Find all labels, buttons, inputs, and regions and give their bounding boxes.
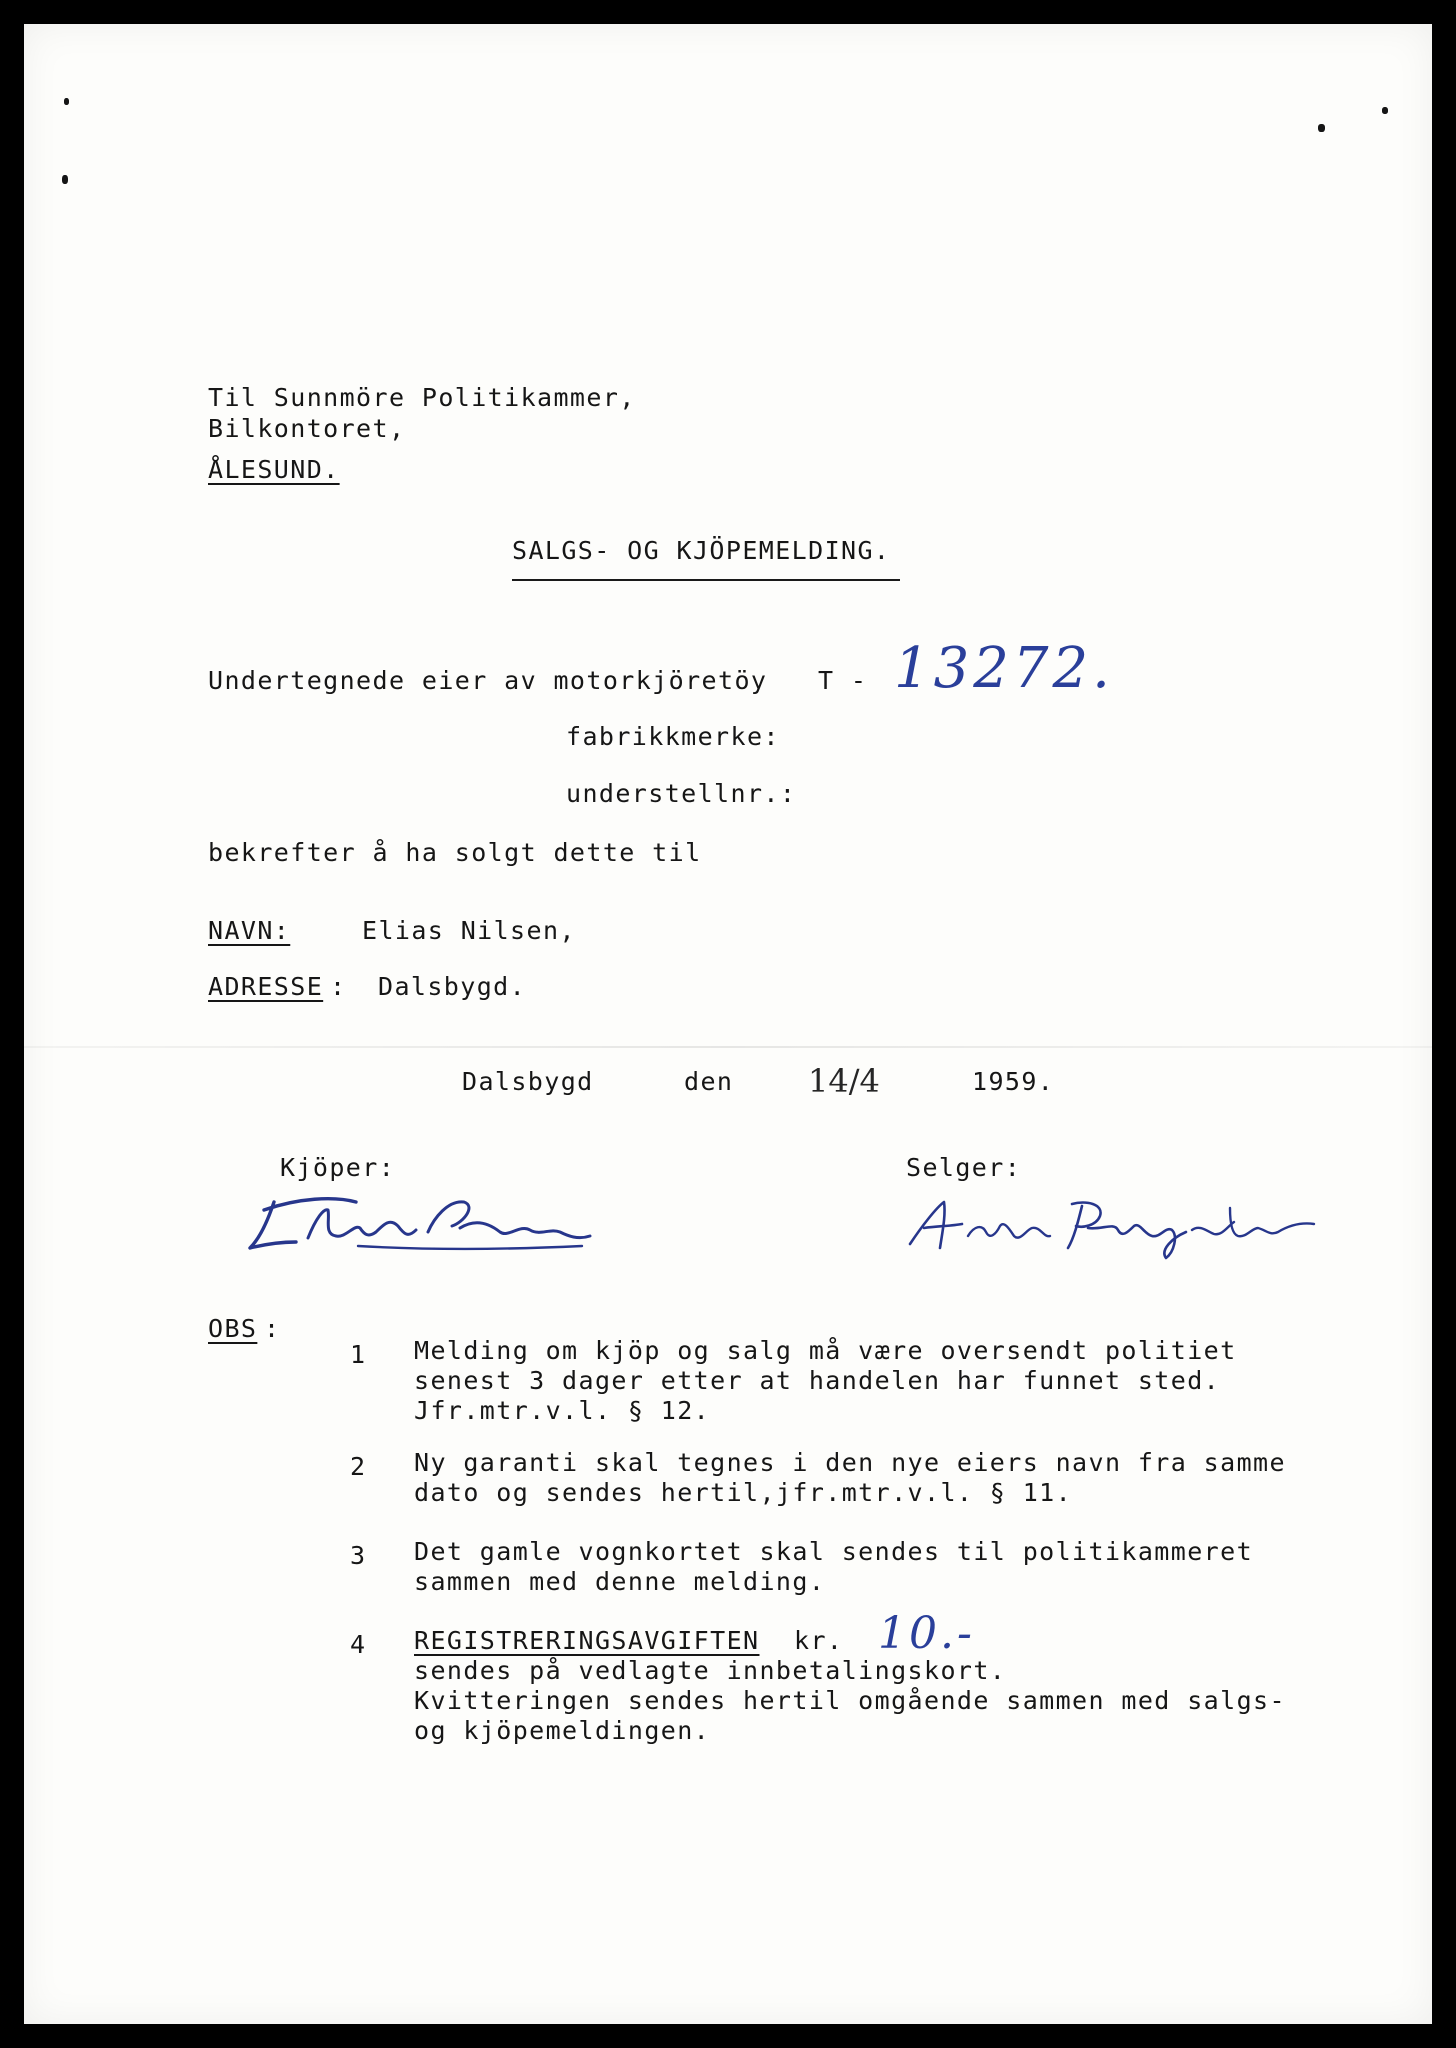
- obs-item-line: Ny garanti skal tegnes i den nye eiers navn fra samme: [414, 1448, 1286, 1477]
- obs-item-line: og kjöpemeldingen.: [414, 1716, 711, 1745]
- date-year: 1959.: [972, 1067, 1055, 1096]
- fee-amount: 10.-: [878, 1608, 975, 1659]
- address-value: Dalsbygd.: [378, 972, 527, 1001]
- date-place: Dalsbygd: [462, 1067, 594, 1096]
- form-title: SALGS- OG KJÖPEMELDING.: [512, 536, 891, 565]
- address-line-2: Bilkontoret,: [208, 414, 406, 443]
- obs-item-line: senest 3 dager etter at handelen har funnet sted.: [414, 1366, 1221, 1395]
- punch-hole-mark: [64, 98, 69, 105]
- obs-item-line: dato og sendes hertil,jfr.mtr.v.l. § 11.: [414, 1478, 1073, 1507]
- chassis-label: understellnr.:: [566, 779, 797, 808]
- plate-number: 13272.: [894, 636, 1114, 701]
- obs-item-line: Melding om kjöp og salg må være oversendt politiet: [414, 1336, 1237, 1365]
- obs-item-line: Jfr.mtr.v.l. § 12.: [414, 1396, 711, 1425]
- date-den: den: [684, 1067, 734, 1096]
- obs-item-number: 4: [350, 1630, 367, 1659]
- obs-item-line: Det gamle vognkortet skal sendes til politikammeret: [414, 1537, 1254, 1566]
- fee-label: REGISTRERINGSAVGIFTEN: [414, 1626, 760, 1655]
- seller-signature: [896, 1186, 1336, 1266]
- buyer-signature: [238, 1188, 598, 1258]
- obs-label-colon: :: [264, 1314, 281, 1343]
- obs-item-line: sendes på vedlagte innbetalingskort.: [414, 1656, 1007, 1685]
- address-line-1: Til Sunnmöre Politikammer,: [208, 383, 636, 412]
- obs-item-number: 1: [350, 1340, 367, 1369]
- obs-item-line: sammen med denne melding.: [414, 1567, 826, 1596]
- paper-sheet: [24, 24, 1432, 2024]
- plate-prefix: T -: [818, 666, 868, 695]
- address-label: ADRESSE: [208, 972, 324, 1001]
- fold-crease: [24, 1046, 1432, 1048]
- obs-item-line: Kvitteringen sendes hertil omgående sammen med salgs-: [414, 1686, 1286, 1715]
- fee-currency: kr.: [794, 1626, 844, 1655]
- make-label: fabrikkmerke:: [566, 722, 780, 751]
- address-city: ÅLESUND.: [208, 455, 340, 484]
- seller-label: Selger:: [906, 1153, 1022, 1182]
- punch-hole-mark: [1318, 124, 1325, 132]
- buyer-label: Kjöper:: [280, 1153, 396, 1182]
- owner-label: Undertegnede eier av motorkjöretöy: [208, 666, 768, 695]
- obs-label: OBS: [208, 1314, 258, 1343]
- obs-item-number: 2: [350, 1452, 367, 1481]
- title-underline: [512, 579, 900, 581]
- confirm-text: bekrefter å ha solgt dette til: [208, 838, 702, 867]
- obs-item-number: 3: [350, 1541, 367, 1570]
- name-label: NAVN:: [208, 916, 291, 945]
- punch-hole-mark: [1382, 107, 1388, 114]
- date-day-month: 14/4: [808, 1062, 880, 1100]
- punch-hole-mark: [62, 175, 68, 184]
- address-label-colon: :: [330, 972, 347, 1001]
- name-value: Elias Nilsen,: [362, 916, 576, 945]
